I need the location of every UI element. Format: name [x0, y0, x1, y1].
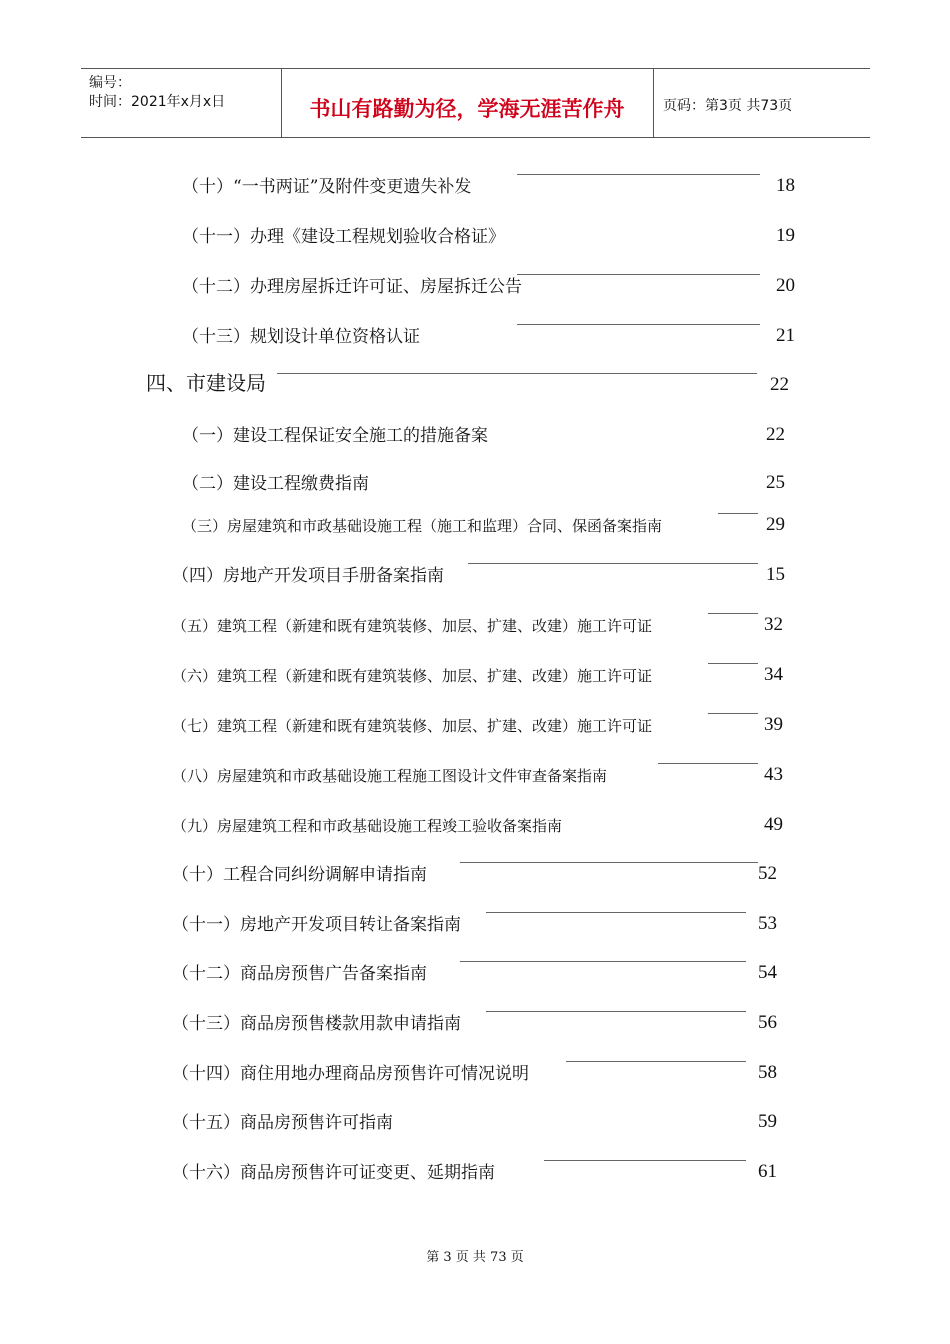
toc-leader: [517, 174, 760, 175]
toc-item-label: （八）房屋建筑和市政基础设施工程施工图设计文件审查备案指南: [172, 767, 608, 785]
toc-item-label: （十）“一书两证”及附件变更遗失补发: [182, 177, 472, 197]
toc-item-page: 19: [776, 225, 795, 246]
toc-item-page: 39: [764, 714, 783, 735]
toc-item-label: （十三）规划设计单位资格认证: [182, 327, 420, 347]
toc-item-label: （十三）商品房预售楼款用款申请指南: [172, 1014, 461, 1034]
page-indicator: 页码：第3页 共73页: [663, 98, 793, 114]
toc-item-label: （十一）房地产开发项目转让备案指南: [172, 915, 461, 935]
toc-leader: [708, 613, 758, 614]
toc-item-page: 53: [758, 913, 777, 934]
toc-section-page: 22: [770, 374, 789, 395]
toc-leader: [517, 324, 760, 325]
toc-item-label: （十）工程合同纠纷调解申请指南: [172, 865, 427, 885]
toc-item-label: （一）建设工程保证安全施工的措施备案: [182, 426, 488, 446]
motto: 书山有路勤为径，学海无涯苦作舟: [309, 97, 625, 121]
toc-leader: [658, 763, 758, 764]
toc-item-page: 20: [776, 275, 795, 296]
toc-item-page: 49: [764, 814, 783, 835]
toc-item-page: 25: [766, 472, 785, 493]
toc-leader: [486, 912, 746, 913]
toc-leader: [718, 513, 758, 514]
toc-item-label: （六）建筑工程（新建和既有建筑装修、加层、扩建、改建）施工许可证: [172, 667, 653, 685]
toc-leader: [468, 563, 758, 564]
toc-leader: [544, 1160, 746, 1161]
toc-item-page: 21: [776, 325, 795, 346]
time-label: 时间：2021年x月x日: [89, 94, 226, 110]
toc-section-label: 四、市建设局: [146, 371, 266, 395]
toc-item-page: 56: [758, 1012, 777, 1033]
code-label: 编号：: [89, 75, 131, 91]
toc-leader: [460, 961, 746, 962]
toc-item-page: 58: [758, 1062, 777, 1083]
toc-item-label: （五）建筑工程（新建和既有建筑装修、加层、扩建、改建）施工许可证: [172, 617, 653, 635]
toc-leader: [277, 373, 757, 374]
toc-item-page: 52: [758, 863, 777, 884]
toc-item-label: （十二）商品房预售广告备案指南: [172, 964, 427, 984]
toc-leader: [708, 713, 758, 714]
toc-item-label: （三）房屋建筑和市政基础设施工程（施工和监理）合同、保函备案指南: [182, 517, 663, 535]
toc-item-page: 29: [766, 514, 785, 535]
toc-item-label: （十六）商品房预售许可证变更、延期指南: [172, 1163, 495, 1183]
toc-item-page: 34: [764, 664, 783, 685]
toc-item-label: （十五）商品房预售许可指南: [172, 1113, 393, 1133]
toc-item-label: （二）建设工程缴费指南: [182, 474, 369, 494]
toc-item-page: 59: [758, 1111, 777, 1132]
toc-leader: [460, 862, 758, 863]
toc-item-page: 15: [766, 564, 785, 585]
toc-item-page: 22: [766, 424, 785, 445]
toc-leader: [517, 274, 760, 275]
toc-leader: [486, 1011, 746, 1012]
toc-item-label: （四）房地产开发项目手册备案指南: [172, 566, 444, 586]
toc-item-page: 54: [758, 962, 777, 983]
toc-item-page: 43: [764, 764, 783, 785]
toc-item-page: 18: [776, 175, 795, 196]
toc-leader: [566, 1061, 746, 1062]
toc-item-label: （十四）商住用地办理商品房预售许可情况说明: [172, 1064, 529, 1084]
toc-item-label: （十一）办理《建设工程规划验收合格证》: [182, 227, 505, 247]
toc-item-page: 61: [758, 1161, 777, 1182]
toc-item-label: （九）房屋建筑工程和市政基础设施工程竣工验收备案指南: [172, 817, 563, 835]
toc-item-page: 32: [764, 614, 783, 635]
toc-item-label: （七）建筑工程（新建和既有建筑装修、加层、扩建、改建）施工许可证: [172, 717, 653, 735]
toc-item-label: （十二）办理房屋拆迁许可证、房屋拆迁公告: [182, 277, 522, 297]
page-footer: 第 3 页 共 73 页: [426, 1250, 524, 1265]
toc-leader: [708, 663, 758, 664]
